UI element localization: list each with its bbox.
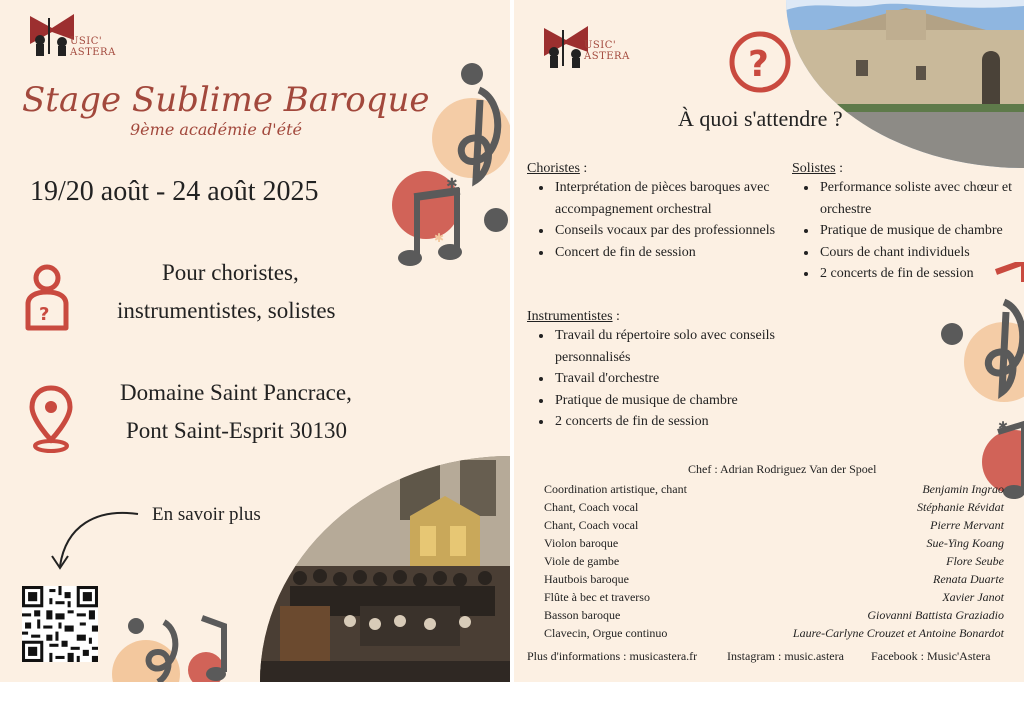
list-item: • 2 concerts de fin de session <box>553 411 807 433</box>
domaine-photo <box>786 0 1024 168</box>
music-astera-logo <box>540 22 630 72</box>
person-question-icon <box>24 262 70 332</box>
staff-name: Sue-Ying Koang <box>926 536 1004 550</box>
svg-text:✱: ✱ <box>434 231 445 245</box>
staff-name: Renata Duarte <box>933 572 1004 586</box>
music-notes-decoration <box>384 60 510 275</box>
choristes-section: Choristes : • Interprétation de pièces baroques avec accompagnement orchestral • Conseils vocaux par des professionnels • Concert de fin de session <box>527 157 777 263</box>
staff-name: Stéphanie Révidat <box>917 500 1004 514</box>
list-item: • Pratique de musique de chambre <box>553 390 807 412</box>
svg-text:?: ? <box>748 44 769 85</box>
table-row <box>544 518 1004 536</box>
staff-role: Chant, Coach vocal <box>544 500 639 514</box>
svg-text:✱: ✱ <box>446 176 458 192</box>
music-notes-bottom-decoration <box>106 612 266 682</box>
staff-role: Chant, Coach vocal <box>544 518 639 532</box>
table-row <box>544 608 1004 626</box>
table-row <box>544 572 1004 590</box>
list-item: • Conseils vocaux par des professionnels <box>553 220 777 242</box>
logo-text: USIC' ASTERA <box>584 40 630 62</box>
staff-name: Pierre Mervant <box>930 518 1004 532</box>
list-item: • Travail du répertoire solo avec conseils personnalisés <box>553 325 807 368</box>
staff-role: Clavecin, Orgue continuo <box>544 626 668 640</box>
location-pin-icon <box>28 384 74 454</box>
music-notes-decoration <box>934 262 1024 502</box>
solistes-section: Solistes : • Performance soliste avec chœur et orchestre • Pratique de musique de chambre • Cours de chant individuels • 2 concerts de fin de session <box>792 157 1022 285</box>
section-heading: À quoi s'attendre ? <box>678 106 843 131</box>
staff-name: Flore Seube <box>946 554 1004 568</box>
instrumentistes-list <box>527 325 807 433</box>
location-line-1: Domaine Saint Pancrace, <box>120 380 352 405</box>
logo-text: USIC' ASTERA <box>70 36 116 58</box>
list-item: • Concert de fin de session <box>553 242 777 264</box>
qr-code-icon <box>22 586 98 662</box>
list-item: • Cours de chant individuels <box>818 242 1022 264</box>
audience-line-1: Pour choristes, <box>162 260 299 285</box>
qr-code[interactable] <box>22 586 98 662</box>
table-row <box>544 500 1004 518</box>
location-line-2: Pont Saint-Esprit 30130 <box>126 418 348 443</box>
stage-title: Stage Sublime Baroque <box>22 80 430 120</box>
instrumentistes-section: Instrumentistes : • Travail du répertoire solo avec conseils personnalisés • Travail d'orchestre • Pratique de musique de chambre • 2 concerts de fin de session <box>527 305 807 433</box>
solistes-title: Solistes <box>792 161 836 176</box>
instrumentistes-title: Instrumentistes <box>527 309 613 324</box>
list-item: • Pratique de musique de chambre <box>818 220 1022 242</box>
staff-table <box>544 482 1004 647</box>
stage-subtitle: 9ème académie d'été <box>130 120 302 139</box>
svg-text:?: ? <box>39 304 50 325</box>
table-row <box>544 536 1004 554</box>
staff-role: Flûte à bec et traverso <box>544 590 650 604</box>
list-item: • Performance soliste avec chœur et orchestre <box>818 177 1022 220</box>
question-mark-icon <box>728 30 792 94</box>
more-info-label: En savoir plus <box>152 504 261 525</box>
staff-role: Violon baroque <box>544 536 619 550</box>
table-row <box>544 626 1004 644</box>
table-row <box>544 590 1004 608</box>
table-row <box>544 554 1004 572</box>
stage-dates: 19/20 août - 24 août 2025 <box>30 176 319 207</box>
staff-role: Coordination artistique, chant <box>544 482 687 496</box>
staff-role: Viole de gambe <box>544 554 620 568</box>
audience-line-2: instrumentistes, solistes <box>117 298 336 323</box>
music-astera-logo <box>26 10 116 60</box>
staff-name: Giovanni Battista Graziadio <box>867 608 1004 622</box>
concert-photo <box>260 456 510 682</box>
footer-facebook[interactable]: Facebook : Music'Astera <box>871 649 991 663</box>
footer-website[interactable]: Plus d'informations : musicastera.fr <box>527 649 698 663</box>
footer-instagram[interactable]: Instagram : music.astera <box>727 649 844 663</box>
flyer-back-page <box>514 0 1024 682</box>
choristes-title: Choristes <box>527 161 580 176</box>
list-item: • Interprétation de pièces baroques avec accompagnement orchestral <box>553 177 777 220</box>
staff-name: Benjamin Ingrao <box>922 482 1004 496</box>
list-item: • 2 concerts de fin de session <box>818 263 1022 285</box>
staff-role: Hautbois baroque <box>544 572 629 586</box>
table-row <box>544 482 1004 500</box>
chef-line: Chef : Adrian Rodriguez Van der Spoel <box>688 462 877 476</box>
staff-role: Basson baroque <box>544 608 621 622</box>
staff-name: Xavier Janot <box>942 590 1004 604</box>
choristes-list <box>527 177 777 263</box>
list-item: • Travail d'orchestre <box>553 368 807 390</box>
staff-name: Laure-Carlyne Crouzet et Antoine Bonardot <box>792 626 1004 640</box>
curved-arrow-icon <box>46 506 146 576</box>
flyer-front-page <box>0 0 510 682</box>
svg-text:✱: ✱ <box>998 419 1009 433</box>
